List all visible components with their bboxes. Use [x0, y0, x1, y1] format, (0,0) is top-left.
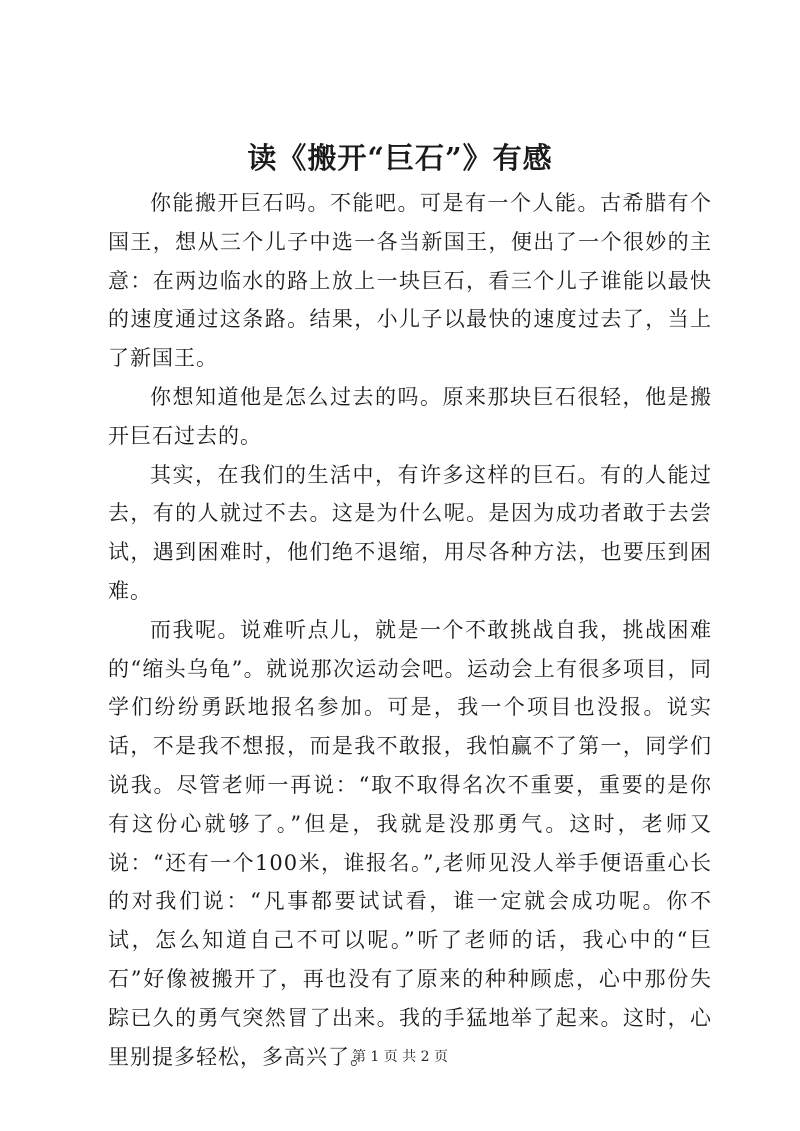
paragraph-4: 而我呢。说难听点儿，就是一个不敢挑战自我，挑战困难的“缩头乌龟”。就说那次运动会吧。运动会上有很多项目，同学们纷纷勇跃地报名参加。可是，我一个项目也没报。说实话，不是我不想报，而是我不敢报，我怕赢不了第一，同学们说我。尽管老师一再说：“取不取得名次不重要，重要的是你有这份心就够了。”但是，我就是没那勇气。这时，老师又说：“还有一个100米，谁报名。”,老师见没人举手便语重心长的对我们说：“凡事都要试试看，谁一定就会成功呢。你不试，怎么知道自己不可以呢。”听了老师的话，我心中的“巨石”好像被搬开了，再也没有了原来的种种顾虑，心中那份失踪已久的勇气突然冒了出来。我的手猛地举了起来。这时，心里别提多轻松，多高兴了。: [108, 617, 712, 1069]
page-footer: 第 1 页 共 2 页: [351, 1049, 449, 1065]
paragraph-2: 你想知道他是怎么过去的吗。原来那块巨石很轻，他是搬开巨石过去的。: [108, 384, 712, 448]
paragraph-3: 其实，在我们的生活中，有许多这样的巨石。有的人能过去，有的人就过不去。这是为什么呢。是因为成功者敢于去尝试，遇到困难时，他们绝不退缩，用尽各种方法，也要压到困难。: [108, 462, 712, 603]
document-title: 读《搬开“巨石”》有感: [247, 141, 553, 175]
paragraph-1: 你能搬开巨石吗。不能吧。可是有一个人能。古希腊有个国王，想从三个儿子中选一各当新国王，便出了一个很妙的主意：在两边临水的路上放上一块巨石，看三个儿子谁能以最快的速度通过这条路。结果，小儿子以最快的速度过去了，当上了新国王。: [108, 191, 712, 371]
document-body: [108, 184, 712, 1076]
